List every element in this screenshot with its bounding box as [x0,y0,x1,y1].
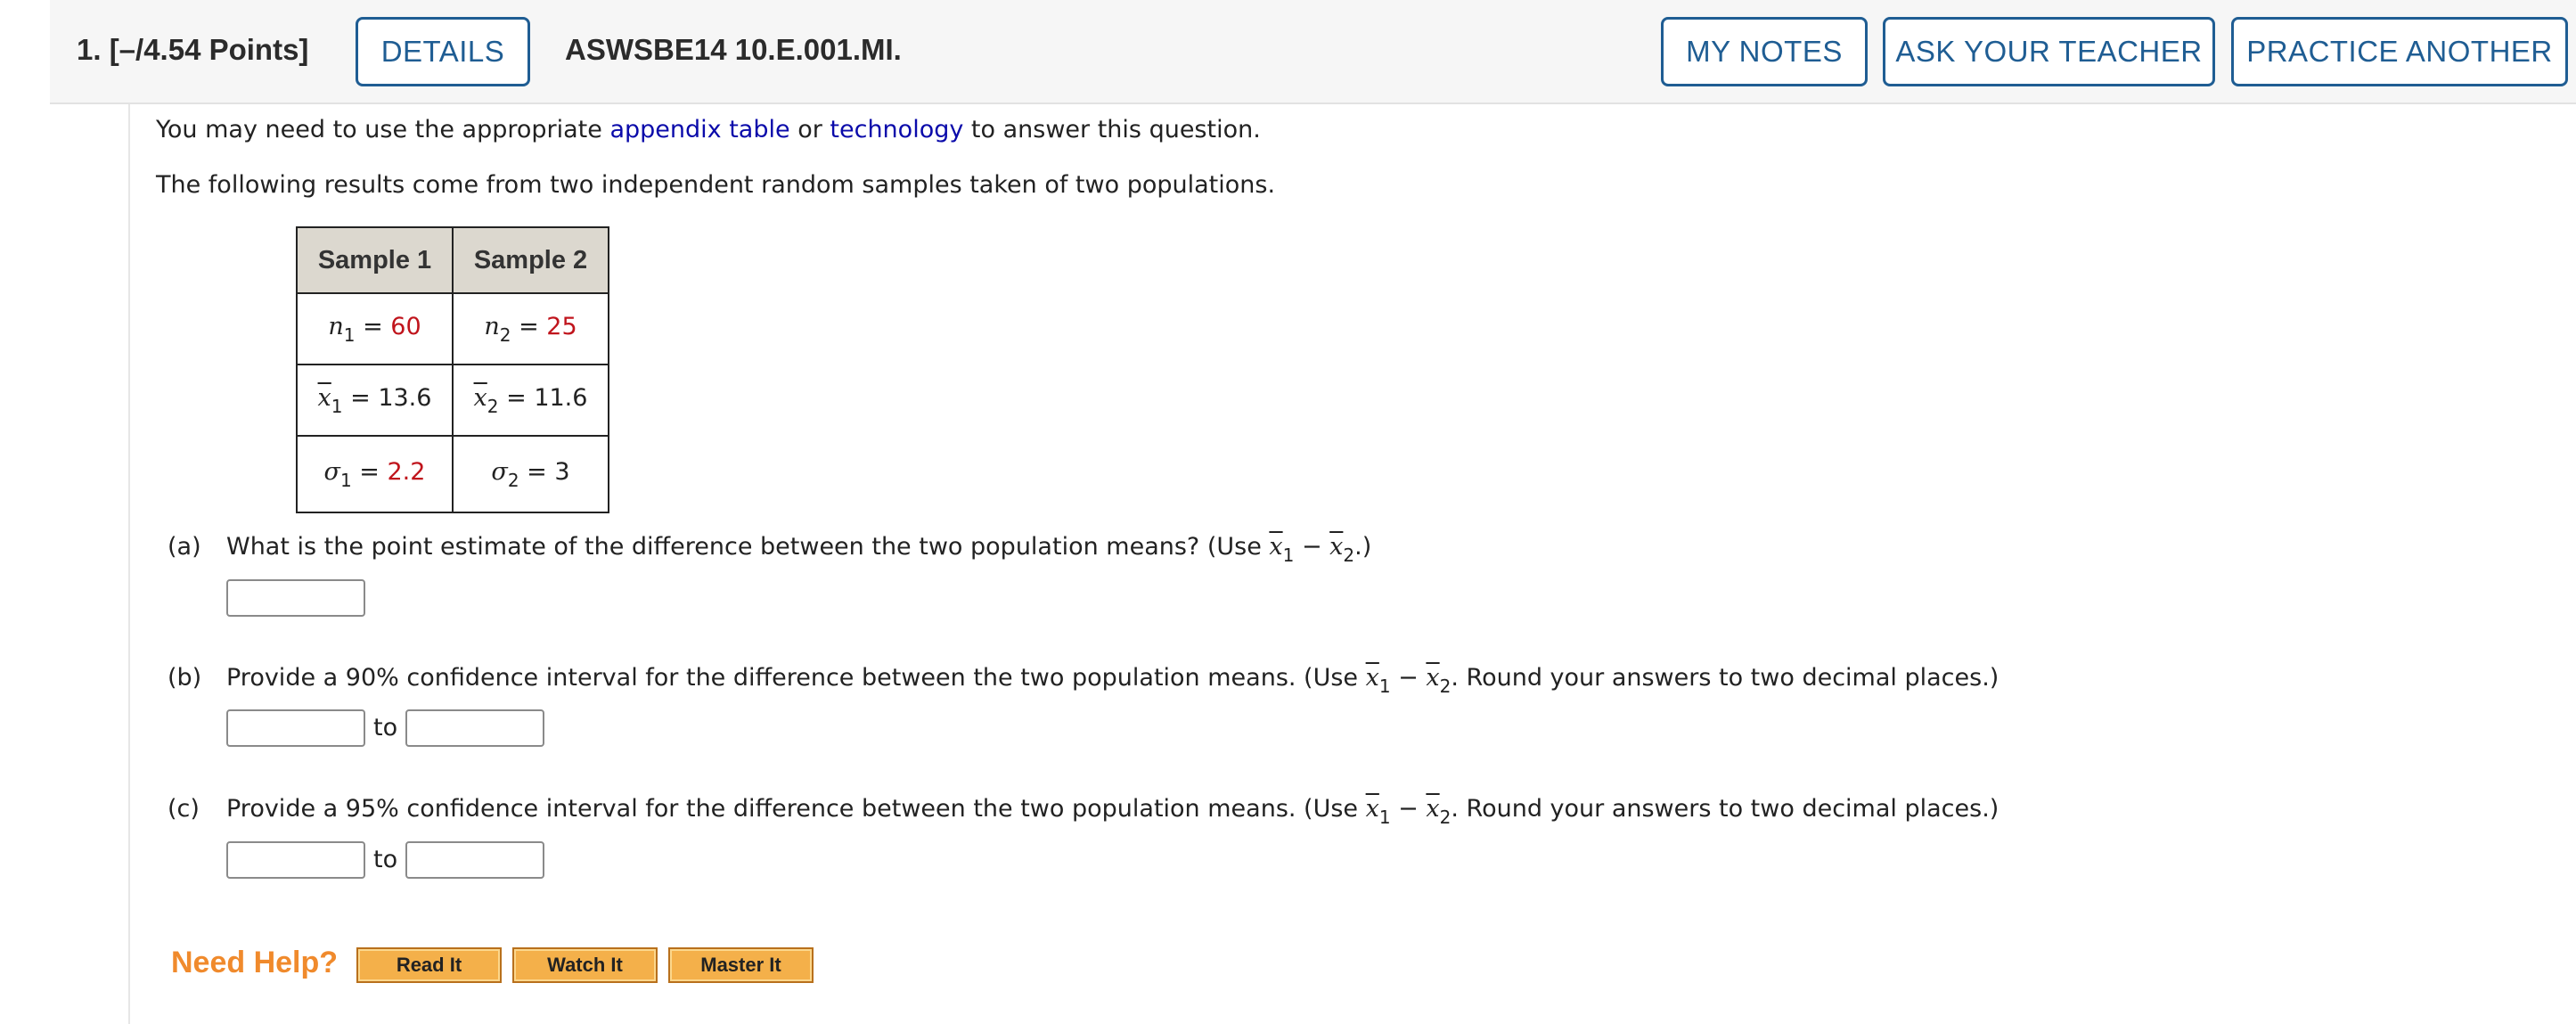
appendix-table-link[interactable]: appendix table [609,116,790,143]
part-b-label: (b) [168,664,202,692]
details-button[interactable]: DETAILS [356,17,530,86]
intro-prefix: You may need to use the appropriate [156,116,610,143]
part-a-question: What is the point estimate of the difference between the two population means? (Use $\overline{x}_1 - \overline{x}_2$.) [226,533,1372,566]
part-b-to: to [373,714,398,741]
part-a-answer-input[interactable] [226,579,365,617]
intro-suffix: to answer this question. [963,116,1261,143]
part-c-question: Provide a 95% confidence interval for the difference between the two population means. (Use $\overline{x}_1 - \overline{x}_2$. Round your answers to two decimal places.) [226,795,1999,828]
sample-1-header: Sample 1 [297,227,453,293]
xbar1-cell: $\overline{x}_1 = 13.6$ [297,365,453,436]
part-c-label: (c) [168,795,200,823]
part-a-label: (a) [168,533,201,561]
sigma2-cell: $\sigma_2 = 3$ [453,436,609,512]
part-c-to: to [373,846,398,873]
question-code: ASWSBE14 10.E.001.MI. [565,33,902,66]
watch-it-button[interactable]: Watch It [512,947,658,983]
my-notes-button[interactable]: MY NOTES [1661,17,1868,86]
sigma1-cell: $\sigma_1 = 2.2$ [297,436,453,512]
question-points: 1. [–/4.54 Points] [77,33,309,66]
master-it-button[interactable]: Master It [668,947,814,983]
part-c-upper-input[interactable] [405,841,544,879]
need-help-title: Need Help? [171,946,339,979]
sample-2-header: Sample 2 [453,227,609,293]
xbar2-cell: $\overline{x}_2 = 11.6$ [453,365,609,436]
practice-another-button[interactable]: PRACTICE ANOTHER [2231,17,2568,86]
n1-cell: $n_1 = 60$ [297,293,453,365]
problem-statement: The following results come from two independent random samples taken of two populations. [156,171,1276,199]
ask-your-teacher-button[interactable]: ASK YOUR TEACHER [1883,17,2215,86]
read-it-button[interactable]: Read It [356,947,502,983]
part-c-lower-input[interactable] [226,841,365,879]
part-b-lower-input[interactable] [226,709,365,747]
intro-mid: or [789,116,830,143]
sample-table [296,226,609,513]
intro-text [156,116,1261,143]
n2-cell: $n_2 = 25$ [453,293,609,365]
technology-link[interactable]: technology [830,116,964,143]
left-divider [128,104,130,1024]
part-b-upper-input[interactable] [405,709,544,747]
part-b-question: Provide a 90% confidence interval for the difference between the two population means. (Use $\overline{x}_1 - \overline{x}_2$. Round your answers to two decimal places.) [226,664,1999,697]
